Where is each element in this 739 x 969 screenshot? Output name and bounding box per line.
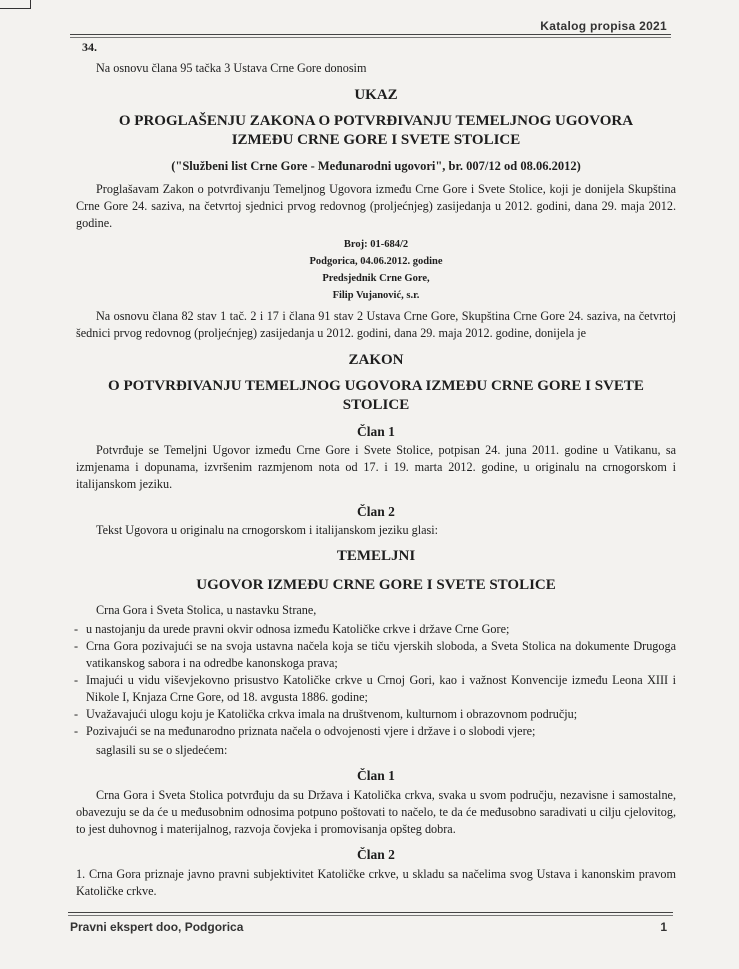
footer-publisher: Pravni ekspert doo, Podgorica xyxy=(70,920,244,934)
list-item: - Imajući u vidu viševjekovno prisustvo Katoličke crkve u Crnoj Gori, kao i važnost Konvencije između Leona XIII i Nikole I, Knjaza Crne Gore, od 18. avgusta 1886. godine; xyxy=(76,672,676,706)
intro-text: Na osnovu člana 95 tačka 3 Ustava Crne Gore donosim xyxy=(96,61,367,75)
president-name: Filip Vujanović, s.r. xyxy=(332,290,420,301)
proclamation-text: Proglašavam Zakon o potvrđivanju Temeljnog Ugovora između Crne Gore i Svete Stolice, koji je donijela Skupština Crne Gore 24. saziva, na četvrtoj sjednici prvog redovnog (proljećnjeg) zasijedanja u 2012. godini, dana 29. maja 2012. godine. xyxy=(76,182,676,230)
list-item: - Uvažavajući ulogu koju je Katolička crkva imala na društvenom, kulturnom i obrazovnom području; xyxy=(76,706,676,723)
document-body xyxy=(76,60,676,900)
ukaz-heading: UKAZ xyxy=(354,87,398,103)
ugovor-clan1-heading: Član 1 xyxy=(357,768,395,783)
broj-label: Broj: 01-684/2 xyxy=(343,239,409,250)
ugovor-clan2-heading: Član 2 xyxy=(357,847,395,862)
page-number: 1 xyxy=(660,920,667,934)
ugovor-clan1-text: Crna Gora i Sveta Stolica potvrđuju da su Država i Katolička crkva, svaka u svom području, nezavisne i samostalne, obavezuju se da će u međusobnim odnosima potpuno poštovati to načelo, te da će međusobno saradivati u cilju cjelovitog, to jest duhovnog i materijalnog, razvoja čovjeka i promovisanja opšteg dobra. xyxy=(76,788,676,836)
zakon-clan2-text: Tekst Ugovora u originalu na crnogorskom i italijanskom jeziku glasi: xyxy=(96,523,439,537)
zakon-title-line1: O POTVRĐIVANJU TEMELJNOG UGOVORA IZMEĐU CRNE GORE I SVETE xyxy=(108,378,644,394)
zakon-clan2-heading: Član 2 xyxy=(357,504,395,519)
header-title: Katalog propisa 2021 xyxy=(540,19,667,33)
ukaz-title-line1: O PROGLAŠENJU ZAKONA O POTVRĐIVANJU TEMELJNOG UGOVORA xyxy=(118,113,634,129)
ugovor-parties: Crna Gora i Sveta Stolica, u nastavku Strane, xyxy=(96,603,317,617)
agreed-text: saglasili su se o sljedećem: xyxy=(96,743,228,757)
zakon-clan1-heading: Član 1 xyxy=(357,424,395,439)
ugovor-heading2: UGOVOR IZMEĐU CRNE GORE I SVETE STOLICE xyxy=(196,577,556,593)
header-rule-secondary xyxy=(70,37,671,38)
president-title: Predsjednik Crne Gore, xyxy=(322,273,430,284)
zakon-clan1-text: Potvrđuje se Temeljni Ugovor između Crne Gore i Svete Stolice, potpisan 24. juna 2011. godine u Vatikanu, sa izmjenama i dopunama, izvršenim razmjenom nota od 17. i 19. marta 2012. godine, u originalu na crnogorskom i italijanskom jeziku. xyxy=(76,443,676,491)
zakon-title-line2: STOLICE xyxy=(342,397,410,413)
zakon-heading: ZAKON xyxy=(348,352,404,368)
list-item: - u nastojanju da urede pravni okvir odnosa između Katoličke crkve i države Crne Gore; xyxy=(76,621,676,638)
list-item: - Pozivajući se na međunarodno priznata načela o odvojenosti vjere i države i o slobodi vjere; xyxy=(76,723,676,740)
gazette-reference: ("Službeni list Crne Gore - Međunarodni ugovori", br. 007/12 od 08.06.2012) xyxy=(171,159,581,173)
ugovor-clan2-text: 1. Crna Gora priznaje javno pravni subjektivitet Katoličke crkve, u skladu sa načelima svog Ustava i kanonskim pravom Katoličke crkve. xyxy=(76,867,676,898)
place-date: Podgorica, 04.06.2012. godine xyxy=(309,256,443,267)
footer-rule xyxy=(68,912,673,913)
ukaz-title-line2: IZMEĐU CRNE GORE I SVETE STOLICE xyxy=(231,132,521,148)
document-number: 34. xyxy=(82,40,97,54)
corner-rule xyxy=(0,0,31,9)
header-rule xyxy=(70,34,671,35)
recitals-list xyxy=(76,621,676,740)
footer-rule-secondary xyxy=(68,915,673,916)
ugovor-heading1: TEMELJNI xyxy=(336,548,416,564)
zakon-intro: Na osnovu člana 82 stav 1 tač. 2 i 17 i člana 91 stav 2 Ustava Crne Gore, Skupština Crne Gore 24. saziva, na četvrtoj šednici prvog redovnog (proljećnjeg) zasijedanja u 2012. godini, dana 29. maja 2012. godine, donijela je xyxy=(76,309,676,340)
list-item: - Crna Gora pozivajući se na svoja ustavna načela koja se tiču vjerskih sloboda, a Sveta Stolica na dokumente Drugoga vatikanskog sabora i na odredbe kanonskoga prava; xyxy=(76,638,676,672)
